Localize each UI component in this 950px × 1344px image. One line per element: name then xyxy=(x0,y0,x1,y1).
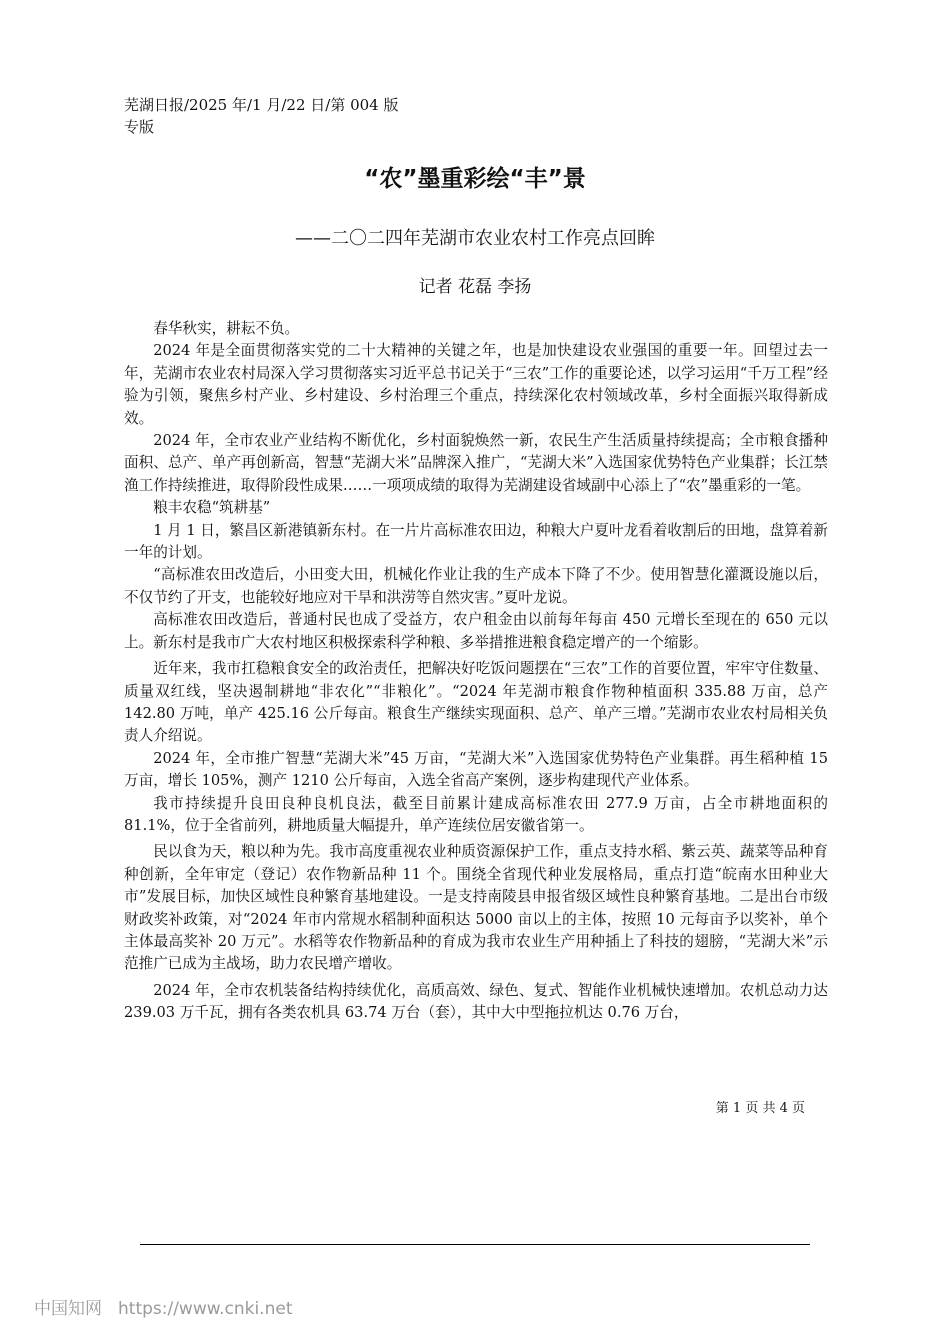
footer-divider xyxy=(140,1244,810,1245)
article-subtitle: ——二〇二四年芜湖市农业农村工作亮点回眸 xyxy=(295,228,655,249)
page-number: 第 1 页 共 4 页 xyxy=(715,1101,805,1116)
watermark-url: https://www.cnki.net xyxy=(118,1299,293,1319)
paragraph: 2024 年，全市农业产业结构不断优化，乡村面貌焕然一新，农民生产生活质量持续提高；全市粮食播种面积、总产、单产再创新高，智慧“芜湖大米”品牌深入推广，“芜湖大米”入选国家优势特色产业集群；长江禁渔工作持续推进，取得阶段性成果……一项项成绩的取得为芜湖建设省域副中心添上了“农”墨重彩的一笔。 xyxy=(124,432,828,494)
paragraph: 1 月 1 日，繁昌区新港镇新东村。在一片片高标准农田边，种粮大户夏叶龙看着收割后的田地，盘算着新一年的计划。 xyxy=(124,521,828,562)
paragraph: 高标准农田改造后，普通村民也成了受益方，农户租金由以前每年每亩 450 元增长至现在的 650 元以上。新东村是我市广大农村地区积极探索科学种粮、多举措推进粮食稳定增产的一个缩影。 xyxy=(124,611,828,651)
paragraph: 春华秋实，耕耘不负。 xyxy=(153,320,300,337)
article-byline: 记者 花磊 李扬 xyxy=(418,277,532,297)
paragraph: 近年来，我市扛稳粮食安全的政治责任，把解决好吃饭问题摆在“三农”工作的首要位置，牢牢守住数量、质量双红线，坚决遏制耕地“非农化”“非粮化”。“2024 年芜湖市粮食作物种植面积 335.88 万亩，总产 142.80 万吨，单产 425.16 公斤每亩。粮食生产继续实现面积、总产、单产三增。”芜湖市农业农村局相关负责人介绍说。 xyxy=(124,660,828,745)
article-body xyxy=(124,318,828,1025)
paragraph: “高标准农田改造后，小田变大田，机械化作业让我的生产成本下降了不少。使用智慧化灌溉设施以后，不仅节约了开支，也能较好地应对干旱和洪涝等自然灾害。”夏叶龙说。 xyxy=(124,566,828,606)
watermark-brand: 中国知网 xyxy=(34,1299,102,1319)
paragraph: 2024 年，全市农机装备结构持续优化，高质高效、绿色、复式、智能作业机械快速增加。农机总动力达 239.03 万千瓦，拥有各类农机具 63.74 万台（套），其中大中型拖拉机达 0.76 万台， xyxy=(124,981,828,1022)
source-line: 芜湖日报/2025 年/1 月/22 日/第 004 版专版 xyxy=(124,96,399,136)
article-title: “农”墨重彩绘“丰”景 xyxy=(364,166,586,192)
section-heading: 粮丰农稳“筑耕基” xyxy=(153,499,271,517)
cnki-watermark xyxy=(34,1294,292,1319)
paragraph: 2024 年是全面贯彻落实党的二十大精神的关键之年，也是加快建设农业强国的重要一年。回望过去一年，芜湖市农业农村局深入学习贯彻落实习近平总书记关于“三农”工作的重要论述，以学习运用“千万工程”经验为引领，聚焦乡村产业、乡村建设、乡村治理三个重点，持续深化农村领域改革，乡村全面振兴取得新成效。 xyxy=(124,342,828,427)
paragraph: 民以食为天，粮以种为先。我市高度重视农业种质资源保护工作，重点支持水稻、紫云英、蔬菜等品种育种创新，全年审定（登记）农作物新品种 11 个。围绕全省现代种业发展格局，重点打造“皖南水田种业大市”发展目标，加快区域性良种繁育基地建设。一是支持南陵县申报省级区域性良种繁育基地。二是出台市级财政奖补政策，对“2024 年市内常规水稻制种面积达 5000 亩以上的主体，按照 10 元每亩予以奖补，单个主体最高奖补 20 万元”。水稻等农作物新品种的育成为我市农业生产用种插上了科技的翅膀，“芜湖大米”示范推广已成为主战场，助力农民增产增收。 xyxy=(124,843,828,973)
paragraph: 2024 年，全市推广智慧“芜湖大米”45 万亩，“芜湖大米”入选国家优势特色产业集群。再生稻种植 15 万亩，增长 105%，测产 1210 公斤每亩，入选全省高产案例，逐步构建现代产业体系。 xyxy=(124,749,828,790)
paragraph: 我市持续提升良田良种良机良法，截至目前累计建成高标准农田 277.9 万亩，占全市耕地面积的 81.1%，位于全省前列，耕地质量大幅提升，单产连续位居安徽省第一。 xyxy=(124,794,828,834)
